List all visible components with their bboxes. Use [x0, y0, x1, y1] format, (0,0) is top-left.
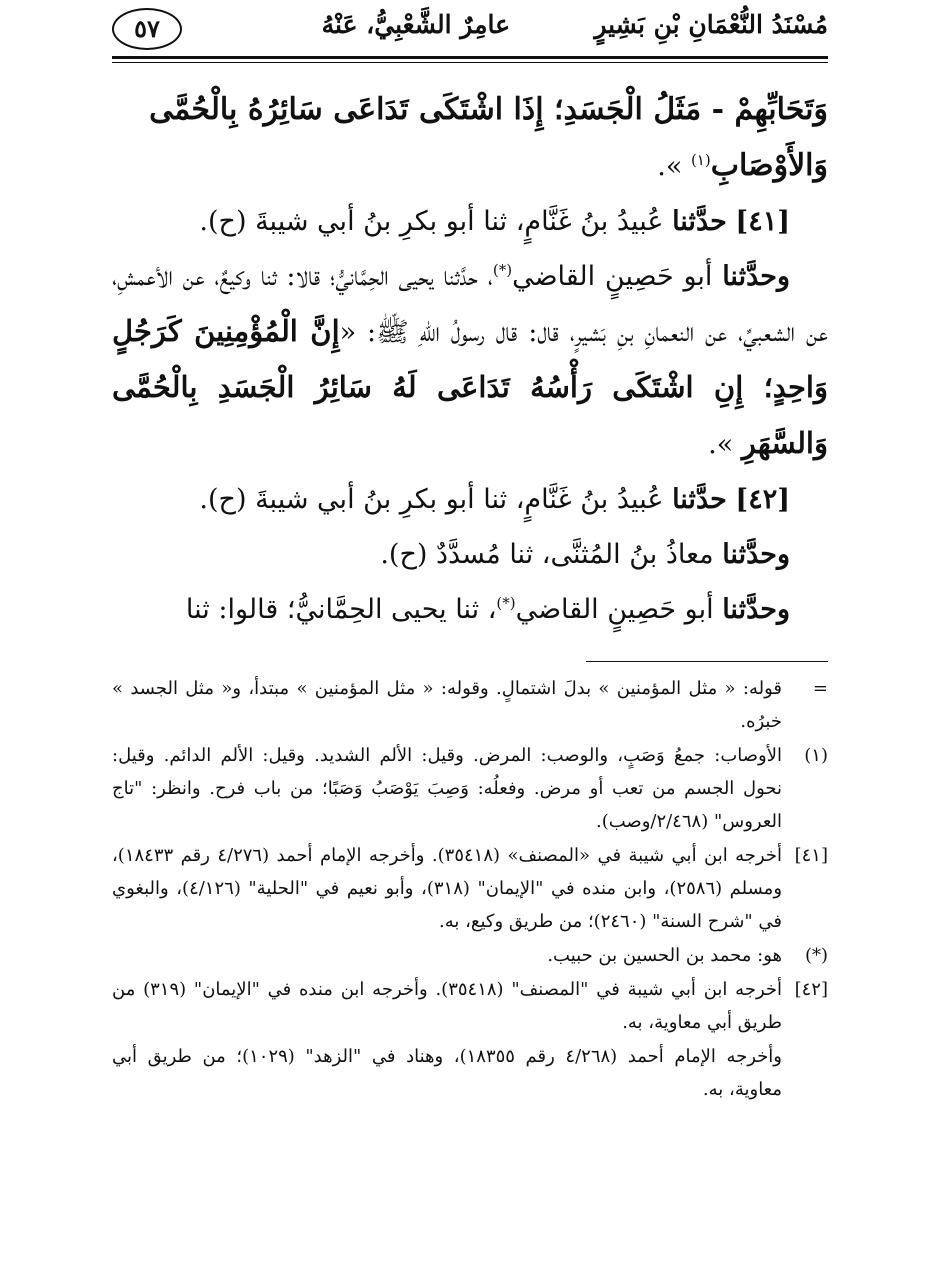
- footnote-marker-1: (١): [804, 745, 828, 766]
- footnote-text-42-continued: وأخرجه الإمام أحمد (٤/٢٦٨ رقم ١٨٣٥٥)، وهناد في "الزهد" (١٠٢٩)؛ من طريق أبي معاوية، به.: [112, 1046, 782, 1100]
- continuation-word: وَالأَوْصَابِ: [710, 148, 828, 183]
- hadith-42-header: [112, 472, 828, 527]
- haddathana-42: حدَّثنا: [672, 484, 727, 515]
- footnote-42: [112, 973, 828, 1039]
- isnad-42a: معاذُ بنُ المُثنَّى، ثنا مُسدَّدٌ (ح).: [380, 539, 714, 570]
- hadith-41-matn: إِنَّ الْمُؤْمِنِينَ كَرَجُلٍ وَاحِدٍ؛ إِنِ اشْتَكَى رَأْسُهُ تَدَاعَى لَهُ سَائِرُ الْجَسَدِ بِالْحُمَّى وَالسَّهَرِ: [112, 314, 828, 460]
- header-rule-thick: [112, 56, 828, 59]
- footnote-42-continued: [112, 1040, 828, 1106]
- page-number: ٥٧: [112, 8, 182, 50]
- hadith-number-41: [٤١]: [735, 206, 790, 237]
- footnote-continued: [112, 672, 828, 738]
- haddathana-41: حدَّثنا: [672, 206, 727, 237]
- hadith-42-chain-b: [112, 582, 828, 637]
- narrator-abu-hasin: أبو حَصِينٍ القاضي: [512, 261, 713, 292]
- wahaddathana-42a: وحدَّثنا: [722, 539, 790, 570]
- closing-quote-41: ».: [708, 429, 734, 460]
- hadith-41-chain: [112, 249, 828, 472]
- footnote-separator: [586, 661, 828, 662]
- page-header: [112, 6, 828, 52]
- footnote-text-41: أخرجه ابن أبي شيبة في «المصنف» (٣٥٤١٨). وأخرجه الإمام أحمد (٤/٢٧٦ رقم ١٨٤٣٣)، ومسلم (٢٥٨٦)، وابن منده في "الإيمان" (٣١٨)، وأبو نعيم في "الحلية" (٤/١٢٦)، والبغوي في "شرح السنة" (٢٤٦٠)؛ من طريق وكيع، به.: [112, 845, 783, 932]
- footnote-marker-41: [٤١]: [794, 845, 828, 866]
- footnote-star: [112, 939, 828, 972]
- hadith-continuation: [112, 82, 828, 194]
- footnote-text-star: هو: محمد بن الحسين بن حبيب.: [547, 945, 782, 966]
- running-subtitle: عامِرٌ الشَّعْبِيُّ، عَنْهُ: [321, 10, 510, 39]
- footnote-marker-42: [٤٢]: [794, 979, 828, 1000]
- isnad-41-continued: ، حدَّثنا يحيى الحِمَّانيُّ؛ قالا: ثنا وكيعٌ، عن الأعمشِ، عن الشعبيِّ، عن النعمانِ بنِ بَشيرٍ، قال: قال رسولُ اللهِ ﷺ: «: [112, 261, 828, 348]
- hadith-number-42: [٤٢]: [735, 484, 790, 515]
- narrator-abu-hasin-2: أبو حَصِينٍ القاضي: [515, 594, 714, 625]
- isnad-42: عُبيدُ بنُ غَنَّامٍ، ثنا أبو بكرِ بنُ أبي شيبةَ (ح).: [199, 484, 664, 515]
- footnote-41: [112, 839, 828, 938]
- hadith-41-header: [112, 194, 828, 249]
- footnote-ref-star-2: (*): [496, 594, 516, 612]
- footnote-ref-1: (١): [690, 151, 711, 169]
- footnote-marker-continued: =: [812, 678, 828, 699]
- footnote-text-42: أخرجه ابن أبي شيبة في "المصنف" (٣٥٤١٨). وأخرجه ابن منده في "الإيمان" (٣١٩) من طريق أبي معاوية، به.: [112, 979, 782, 1033]
- running-title: مُسْنَدُ النُّعْمَانِ بْنِ بَشِيرٍ: [594, 10, 828, 39]
- wahaddathana-42b: وحدَّثنا: [722, 594, 790, 625]
- isnad-42b: ، ثنا يحيى الحِمَّانيُّ؛ قالوا: ثنا: [185, 594, 497, 625]
- footnote-text-continued: قوله: « مثل المؤمنين » بدلَ اشتمالٍ. وقوله: « مثل المؤمنين » مبتدأ، و« مثل الجسد » خبرُه.: [112, 678, 782, 732]
- wahaddathana-41: وحدَّثنا: [722, 261, 790, 292]
- footnote-marker-star: (*): [804, 945, 828, 966]
- footnote-text-1: الأوصاب: جمعُ وَصَبٍ، والوصب: المرض. وقيل: الألم الشديد. وقيل: الألم الدائم. وقيل: نحول الجسم من تعب أو مرض. وفعلُه: وَصِبَ يَوْصَبُ وَصَبًا؛ من باب فرح. وانظر: "تاج العروس" (٢/٤٦٨/وصب).: [112, 745, 782, 832]
- footnote-ref-star: (*): [492, 261, 513, 279]
- footnote-1: [112, 739, 828, 838]
- main-text: [112, 82, 828, 637]
- footnotes: [112, 672, 828, 1107]
- header-rule-thin: [112, 62, 828, 63]
- hadith-42-chain-a: [112, 527, 828, 582]
- continuation-line: وَتَحَابِّهِمْ - مَثَلُ الْجَسَدِ؛ إِذَا اشْتَكَى تَدَاعَى سَائِرُهُ بِالْحُمَّى: [149, 92, 828, 127]
- isnad-41: عُبيدُ بنُ غَنَّامٍ، ثنا أبو بكرِ بنُ أبي شيبةَ (ح).: [199, 206, 664, 237]
- closing-quote: ».: [657, 151, 683, 182]
